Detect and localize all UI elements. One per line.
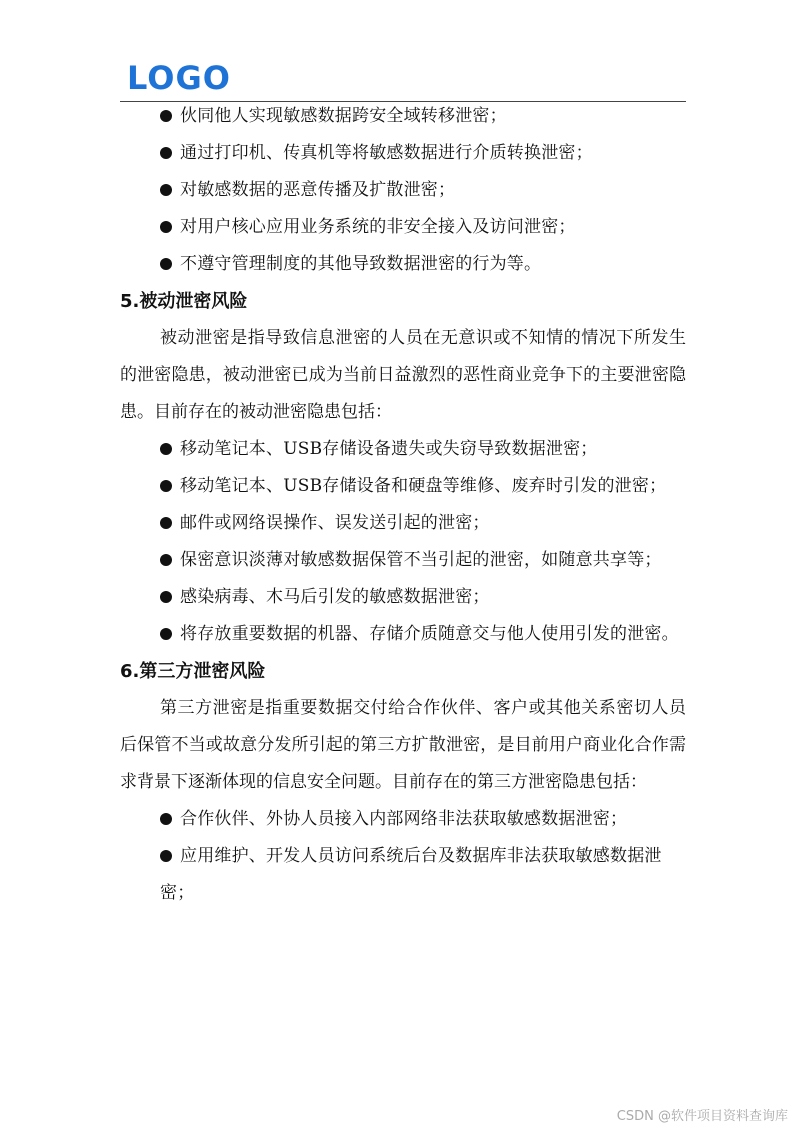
list-item: 邮件或网络误操作、误发送引起的泄密； bbox=[120, 505, 686, 542]
bullet-icon bbox=[160, 850, 172, 862]
bullet-icon bbox=[160, 221, 172, 233]
bullet-icon bbox=[160, 591, 172, 603]
bullet-icon bbox=[160, 184, 172, 196]
list-item: 保密意识淡薄对敏感数据保管不当引起的泄密，如随意共享等； bbox=[120, 542, 686, 579]
bullet-icon bbox=[160, 147, 172, 159]
watermark: CSDN @软件项目资料查询库 bbox=[616, 1109, 788, 1124]
document-body bbox=[120, 98, 686, 912]
list-item: 对用户核心应用业务系统的非安全接入及访问泄密； bbox=[120, 209, 686, 246]
bullet-icon bbox=[160, 443, 172, 455]
bullet-icon bbox=[160, 517, 172, 529]
bullet-icon bbox=[160, 554, 172, 566]
list-item: 将存放重要数据的机器、存储介质随意交与他人使用引发的泄密。 bbox=[120, 616, 686, 653]
bullet-icon bbox=[160, 813, 172, 825]
logo: LOGO bbox=[127, 59, 231, 97]
list-item: 移动笔记本、USB存储设备和硬盘等维修、废弃时引发的泄密； bbox=[120, 468, 686, 505]
section-paragraph: 被动泄密是指导致信息泄密的人员在无意识或不知情的情况下所发生的泄密隐患，被动泄密已成为当前日益激烈的恶性商业竞争下的主要泄密隐患。目前存在的被动泄密隐患包括： bbox=[120, 328, 686, 422]
list-item: 合作伙伴、外协人员接入内部网络非法获取敏感数据泄密； bbox=[120, 801, 686, 838]
list-item: 对敏感数据的恶意传播及扩散泄密； bbox=[120, 172, 686, 209]
section-heading: 6.第三方泄密风险 bbox=[120, 661, 266, 682]
list-item: 应用维护、开发人员访问系统后台及数据库非法获取敏感数据泄密； bbox=[160, 846, 662, 903]
bullet-icon bbox=[160, 480, 172, 492]
list-item: 通过打印机、传真机等将敏感数据进行介质转换泄密； bbox=[120, 135, 686, 172]
section-heading: 5.被动泄密风险 bbox=[120, 291, 248, 312]
list-item: 感染病毒、木马后引发的敏感数据泄密； bbox=[120, 579, 686, 616]
list-item: 伙同他人实现敏感数据跨安全域转移泄密； bbox=[120, 98, 686, 135]
bullet-icon bbox=[160, 110, 172, 122]
bullet-icon bbox=[160, 628, 172, 640]
bullet-icon bbox=[160, 258, 172, 270]
list-item: 移动笔记本、USB存储设备遗失或失窃导致数据泄密； bbox=[120, 431, 686, 468]
list-item: 不遵守管理制度的其他导致数据泄密的行为等。 bbox=[120, 246, 686, 283]
section-paragraph: 第三方泄密是指重要数据交付给合作伙伴、客户或其他关系密切人员后保管不当或故意分发所引起的第三方扩散泄密，是目前用户商业化合作需求背景下逐渐体现的信息安全问题。目前存在的第三方泄密隐患包括： bbox=[120, 698, 686, 792]
